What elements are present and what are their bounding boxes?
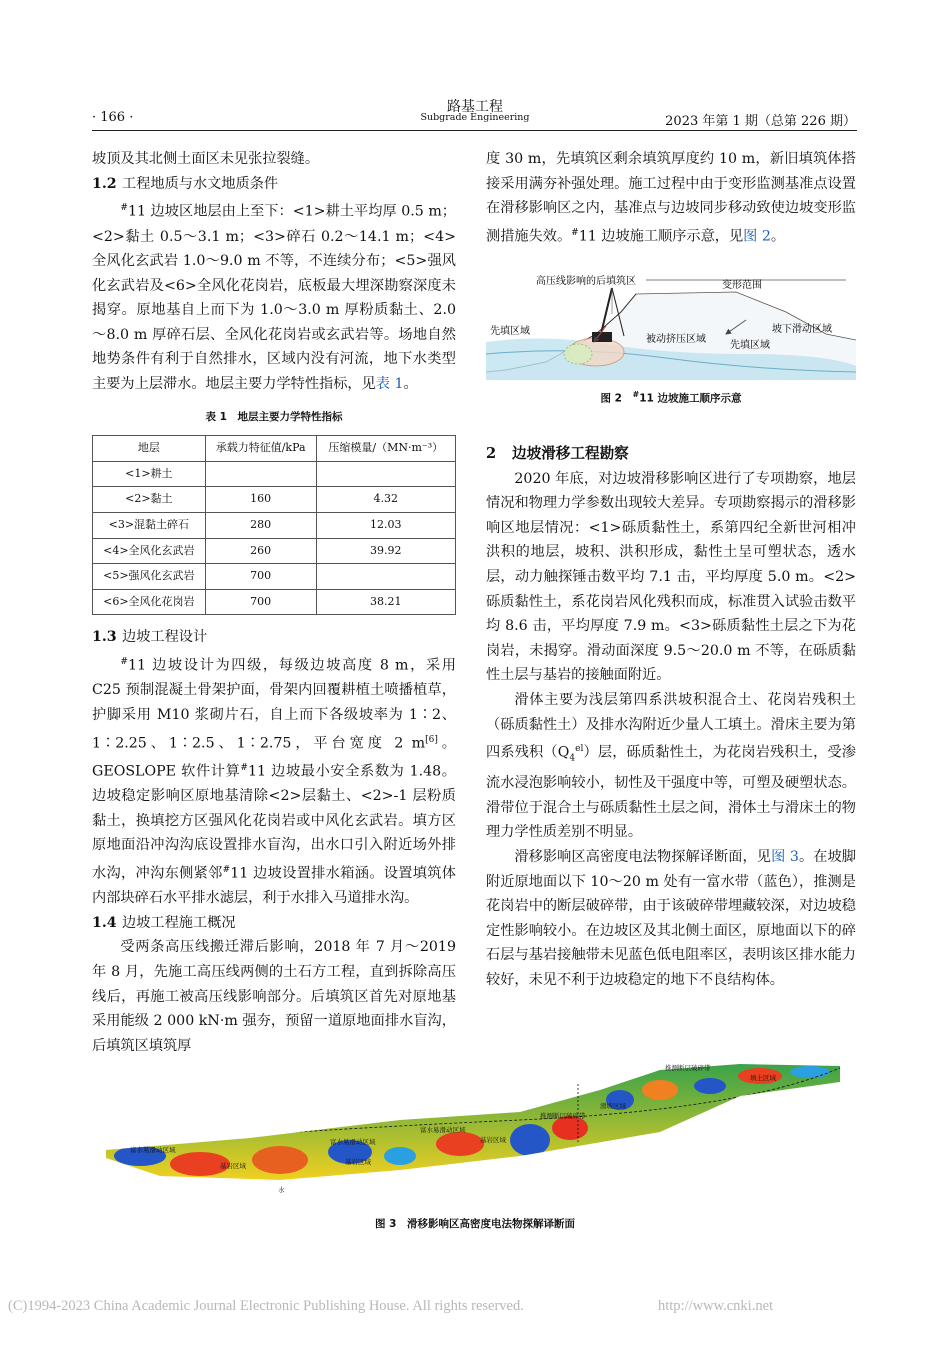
paragraph: #11 边坡区地层由上至下：<1>耕土平均厚 0.5 m；<2>黏土 0.5～3.1 m；<3>碎石 0.2～14.1 m；<4>全风化玄武岩 1.0～9.0 m 不等，不连续分布；<5>强风化玄武岩及<6>全风化花岗岩，底板最大埋深勘察深度未揭穿。原地基自上而下为 1.0～3.0 m 厚粉质黏土、2.0～8.0 m 厚碎石层、全风化花岗岩或玄武岩等。场地自然地势条件有利于自然排水，区域内没有河流，地下水类型主要为上层滞水。地层主要力学特性指标，见表 1。 xyxy=(92,203,456,393)
header-rule xyxy=(92,130,857,131)
label-bedrock-2: 基岩区域 xyxy=(345,1158,371,1166)
table-cell: <4>全风化玄武岩 xyxy=(93,538,206,564)
table-row xyxy=(93,538,456,564)
figure-2-diagram xyxy=(486,272,856,380)
table-cell xyxy=(316,461,455,487)
table-cell: <5>强风化玄武岩 xyxy=(93,564,206,590)
page-number: · 166 · xyxy=(92,110,134,125)
label-bedrock-1: 基岩区域 xyxy=(220,1162,246,1170)
copyright-footer: (C)1994-2023 China Academic Journal Electronic Publishing House. All rights reserved. xyxy=(8,1298,524,1314)
figure-2-link[interactable]: 图 2 xyxy=(743,228,771,245)
table-header: 承载力特征值/kPa xyxy=(205,436,316,462)
section-heading-1-2: 1.2 工程地质与水文地质条件 xyxy=(92,175,279,192)
table-caption: 表 1 地层主要力学特性指标 xyxy=(205,410,343,423)
figure-3-caption: 图 3 滑移影响区高密度电法物探解译断面 xyxy=(375,1218,575,1230)
label-deform: 变形范围 xyxy=(722,280,762,291)
table-cell: 160 xyxy=(205,487,316,513)
right-column-bottom xyxy=(486,442,856,993)
table-cell: 39.92 xyxy=(316,538,455,564)
table-cell xyxy=(205,461,316,487)
table-row xyxy=(93,513,456,539)
table-cell: <2>黏土 xyxy=(93,487,206,513)
table-cell: <6>全风化花岗岩 xyxy=(93,589,206,615)
table-cell: 4.32 xyxy=(316,487,455,513)
table-cell: <1>耕土 xyxy=(93,461,206,487)
figure-3-link[interactable]: 图 3 xyxy=(771,849,799,866)
label-water-3: 富水易滑动区域 xyxy=(420,1126,466,1134)
paragraph: 受两条高压线搬迁滞后影响，2018 年 7 月～2019 年 8 月，先施工高压线两侧的土石方工程，直到拆除高压线后，再施工被高压线影响部分。后填筑区首先对原地基采用能级 2 000 kN·m 强夯，预留一道原地面排水盲沟，后填筑区填筑厚 xyxy=(92,939,456,1054)
label-first-fill: 先填区域 xyxy=(490,326,530,337)
left-column xyxy=(92,147,456,1058)
table-cell: 38.21 xyxy=(316,589,455,615)
table-cell: 700 xyxy=(205,589,316,615)
issue-info: 2023 年第 1 期（总第 226 期） xyxy=(665,114,856,129)
table-cell: 12.03 xyxy=(316,513,455,539)
section-heading-2: 2 边坡滑移工程勘察 xyxy=(486,445,629,462)
label-fill: 填土区域 xyxy=(750,1074,776,1082)
journal-title-cn: 路基工程 xyxy=(447,99,503,115)
table-cell: 280 xyxy=(205,513,316,539)
table-header: 地层 xyxy=(93,436,206,462)
table-header: 压缩模量/（MN·m⁻³） xyxy=(316,436,455,462)
label-slide: 坡下滑动区域 xyxy=(772,324,832,335)
label-fault-2: 推测断层破碎带 xyxy=(540,1112,586,1120)
section-heading-1-3: 1.3 边坡工程设计 xyxy=(92,629,208,646)
table-cell: 260 xyxy=(205,538,316,564)
label-fault-1: 推测断层破碎带 xyxy=(665,1064,711,1072)
right-column-top xyxy=(486,147,856,249)
table-row xyxy=(93,589,456,615)
table-cell xyxy=(316,564,455,590)
paragraph: 坡顶及其北侧土面区未见张拉裂缝。 xyxy=(92,151,320,167)
label-passive: 被动挤压区域 xyxy=(646,334,706,345)
table-row xyxy=(93,564,456,590)
journal-title-en: Subgrade Engineering xyxy=(420,112,530,123)
table-cell: <3>混黏土碎石 xyxy=(93,513,206,539)
table-1-link[interactable]: 表 1 xyxy=(375,376,404,393)
label-water-2: 富水易滑动区域 xyxy=(330,1138,376,1146)
label-slide: 滑坡区域 xyxy=(600,1102,626,1110)
table-1 xyxy=(92,435,456,615)
paragraph: #11 边坡设计为四级，每级边坡高度 8 m，采用 C25 预制混凝土骨架护面，骨架内回覆耕植土喷播植草，护脚采用 M10 浆砌片石，自上而下各级坡率为 1∶2、1∶2.25、1∶2.5、1∶2.75，平台宽度 2 m[6]。GEOSLOPE 软件计算#11 边坡最小安全系数为 1.48。边坡稳定影响区原地基清除<2>层黏土、<2>-1 层粉质黏土，换填挖方区强风化花岗岩或中风化玄武岩。填方区原地面沿冲沟沟底设置排水盲沟，出水口引入附近场外排水沟，冲沟东侧紧邻#11 边坡设置排水箱涵。设置填筑体内部块碎石水平排水滤层，利于水排入马道排水沟。 xyxy=(92,657,456,907)
label-water-point: 水 xyxy=(278,1186,285,1194)
label-bedrock-3: 基岩区域 xyxy=(480,1136,506,1144)
table-row xyxy=(93,487,456,513)
paragraph: 滑体主要为浅层第四系洪坡积混合土、花岗岩残积土（砾质黏性土）及排水沟附近少量人工填土。滑床主要为第四系残积$(Q_4^{el})$层，砾质黏性土，为花岗岩残积土，受渗流水浸泡影响较小，韧性及干强度中等，可塑及硬塑状态。滑带位于混合土与砾质黏性土层之间，滑体土与滑床土的物理力学性质差别不明显。 xyxy=(486,691,856,841)
cnki-url[interactable]: http://www.cnki.net xyxy=(658,1298,774,1314)
label-backfill: 高压线影响的后填筑区 xyxy=(536,276,636,287)
paragraph: 滑移影响区高密度电法物探解译断面，见图 3。在坡脚附近原地面以下 10～20 m 处有一富水带（蓝色），推测是花岗岩中的断层破碎带，由于该破碎带埋藏较深，对边坡稳定性影响较小。在边坡区及其北侧土面区，原地面以下的碎石层与基岩接触带未见蓝色低电阻率区，表明该区排水能力较好，未见不利于边坡稳定的地下不良结构体。 xyxy=(486,849,856,989)
label-first-fill-2: 先填区域 xyxy=(730,340,770,351)
figure-3-resistivity-section xyxy=(100,1060,850,1210)
table-row xyxy=(93,461,456,487)
paragraph: 度 30 m，先填筑区剩余填筑厚度约 10 m，新旧填筑体搭接采用满夯补强处理。施工过程中由于变形监测基准点设置在滑移影响区之内，基准点与边坡同步移动致使边坡变形监测措施失效。#11 边坡施工顺序示意，见图 2。 xyxy=(486,151,856,245)
paragraph: 2020 年底，对边坡滑移影响区进行了专项勘察，地层情况和物理力学参数出现较大差异。专项勘察揭示的滑移影响区地层情况：<1>砾质黏性土，系第四纪全新世河相冲洪积的地层，坡积、洪积形成，黏性土呈可塑状态，透水层，动力触探锤击数平均 7.1 击，平均厚度 5.0 m。<2>砾质黏性土，系花岗岩风化残积而成，标准贯入试验击数平均 8.6 击，平均厚度 7.9 m。<3>砾质黏性土层之下为花岗岩，未揭穿。滑动面深度 9.5～20.0 m 不等，在砾质黏性土层与基岩的接触面附近。 xyxy=(486,470,856,684)
figure-2-caption: 图 2 #11 边坡施工顺序示意 xyxy=(600,390,742,405)
section-heading-1-4: 1.4 边坡工程施工概况 xyxy=(92,914,236,931)
label-water-1: 富水易滑动区域 xyxy=(130,1146,176,1154)
table-cell: 700 xyxy=(205,564,316,590)
